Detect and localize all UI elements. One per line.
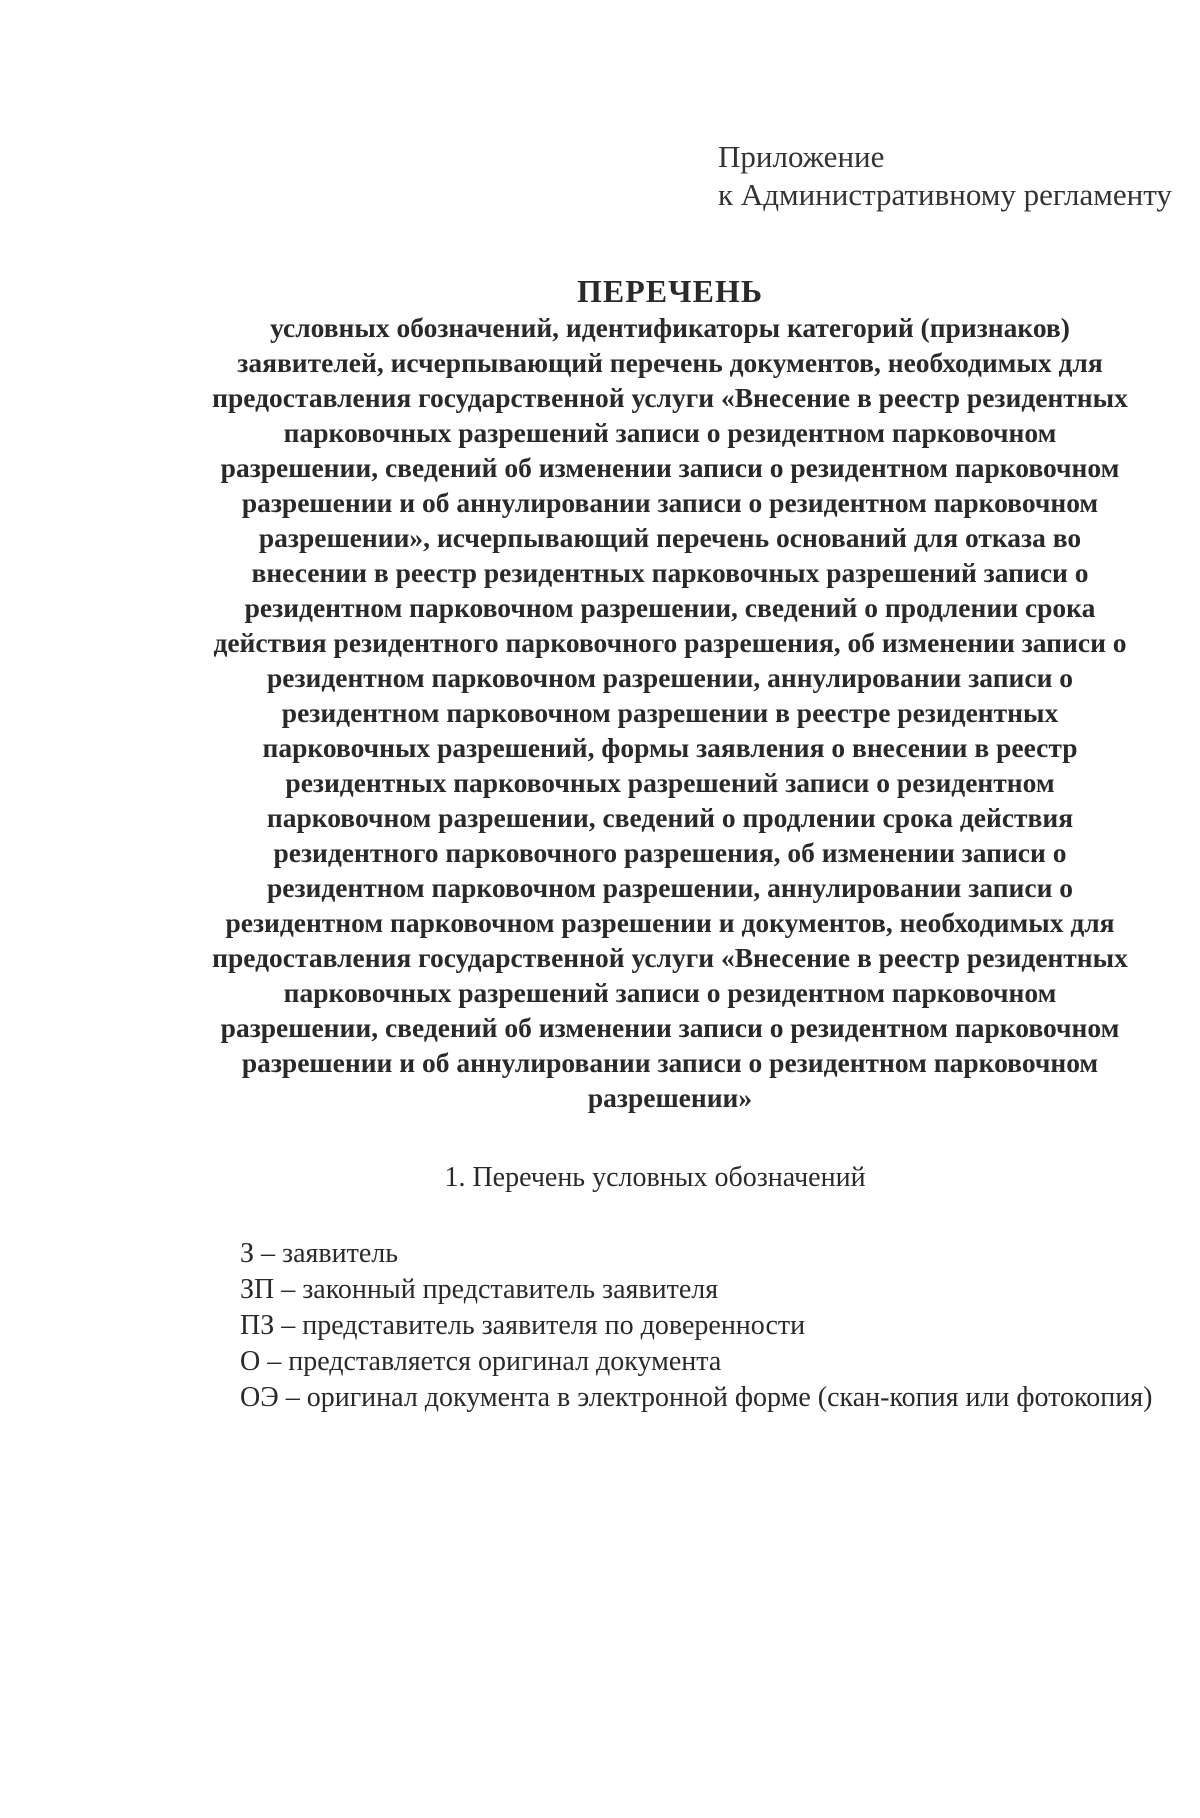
subtitle-line: разрешении, сведений об изменении записи о резидентном парковочном [220, 1012, 1120, 1043]
legend-item: ПЗ – представитель заявителя по доверенности [240, 1310, 806, 1341]
legend-item: ОЭ – оригинал документа в электронной форме (скан-копия или фотокопия) [240, 1382, 1153, 1413]
subtitle-line: разрешении», исчерпывающий перечень оснований для отказа во [258, 522, 1082, 553]
subtitle-line: внесении в реестр резидентных парковочных разрешений записи о [251, 557, 1089, 588]
appendix-header [718, 138, 1172, 214]
subtitle-line: резидентном парковочном разрешении и документов, необходимых для [225, 907, 1115, 938]
legend-item: З – заявитель [240, 1238, 399, 1269]
subtitle-line: заявителей, исчерпывающий перечень документов, необходимых для [237, 347, 1103, 378]
subtitle-line: разрешении и об аннулировании записи о резидентном парковочном [241, 487, 1099, 518]
subtitle-line: разрешении и об аннулировании записи о резидентном парковочном [241, 1047, 1099, 1078]
subtitle-line: парковочных разрешений, формы заявления о внесении в реестр [262, 732, 1078, 763]
subtitle-line: резидентном парковочном разрешении, аннулировании записи о [266, 662, 1074, 693]
document-subtitle [150, 310, 1190, 1115]
legend-item: О – представляется оригинал документа [240, 1346, 722, 1377]
appendix-label: Приложение [718, 139, 885, 174]
subtitle-line: предоставления государственной услуги «Внесение в реестр резидентных [212, 382, 1128, 413]
appendix-reference: к Административному регламенту [718, 177, 1172, 212]
subtitle-line: предоставления государственной услуги «Внесение в реестр резидентных [212, 942, 1128, 973]
subtitle-line: резидентных парковочных разрешений записи о резидентном [285, 767, 1055, 798]
subtitle-line: парковочных разрешений записи о резидентном парковочном [283, 417, 1057, 448]
subtitle-line: резидентного парковочного разрешения, об изменении записи о [273, 837, 1067, 868]
subtitle-line: парковочном разрешении, сведений о продлении срока действия [266, 802, 1074, 833]
subtitle-line: условных обозначений, идентификаторы категорий (признаков) [270, 312, 1070, 343]
legend-item: ЗП – законный представитель заявителя [240, 1274, 719, 1305]
subtitle-line: разрешении» [587, 1082, 753, 1113]
subtitle-line: разрешении, сведений об изменении записи о резидентном парковочном [220, 452, 1120, 483]
subtitle-line: резидентном парковочном разрешении, аннулировании записи о [266, 872, 1074, 903]
subtitle-line: резидентном парковочном разрешении, сведений о продлении срока [244, 592, 1096, 623]
subtitle-line: парковочных разрешений записи о резидентном парковочном [283, 977, 1057, 1008]
subtitle-line: резидентном парковочном разрешении в реестре резидентных [281, 697, 1059, 728]
section-heading: 1. Перечень условных обозначений [444, 1162, 866, 1193]
legend-list [164, 1236, 1182, 1416]
document-title: ПЕРЕЧЕНЬ [577, 273, 763, 309]
subtitle-line: действия резидентного парковочного разрешения, об изменении записи о [213, 627, 1127, 658]
document-title-block [150, 272, 1190, 1115]
